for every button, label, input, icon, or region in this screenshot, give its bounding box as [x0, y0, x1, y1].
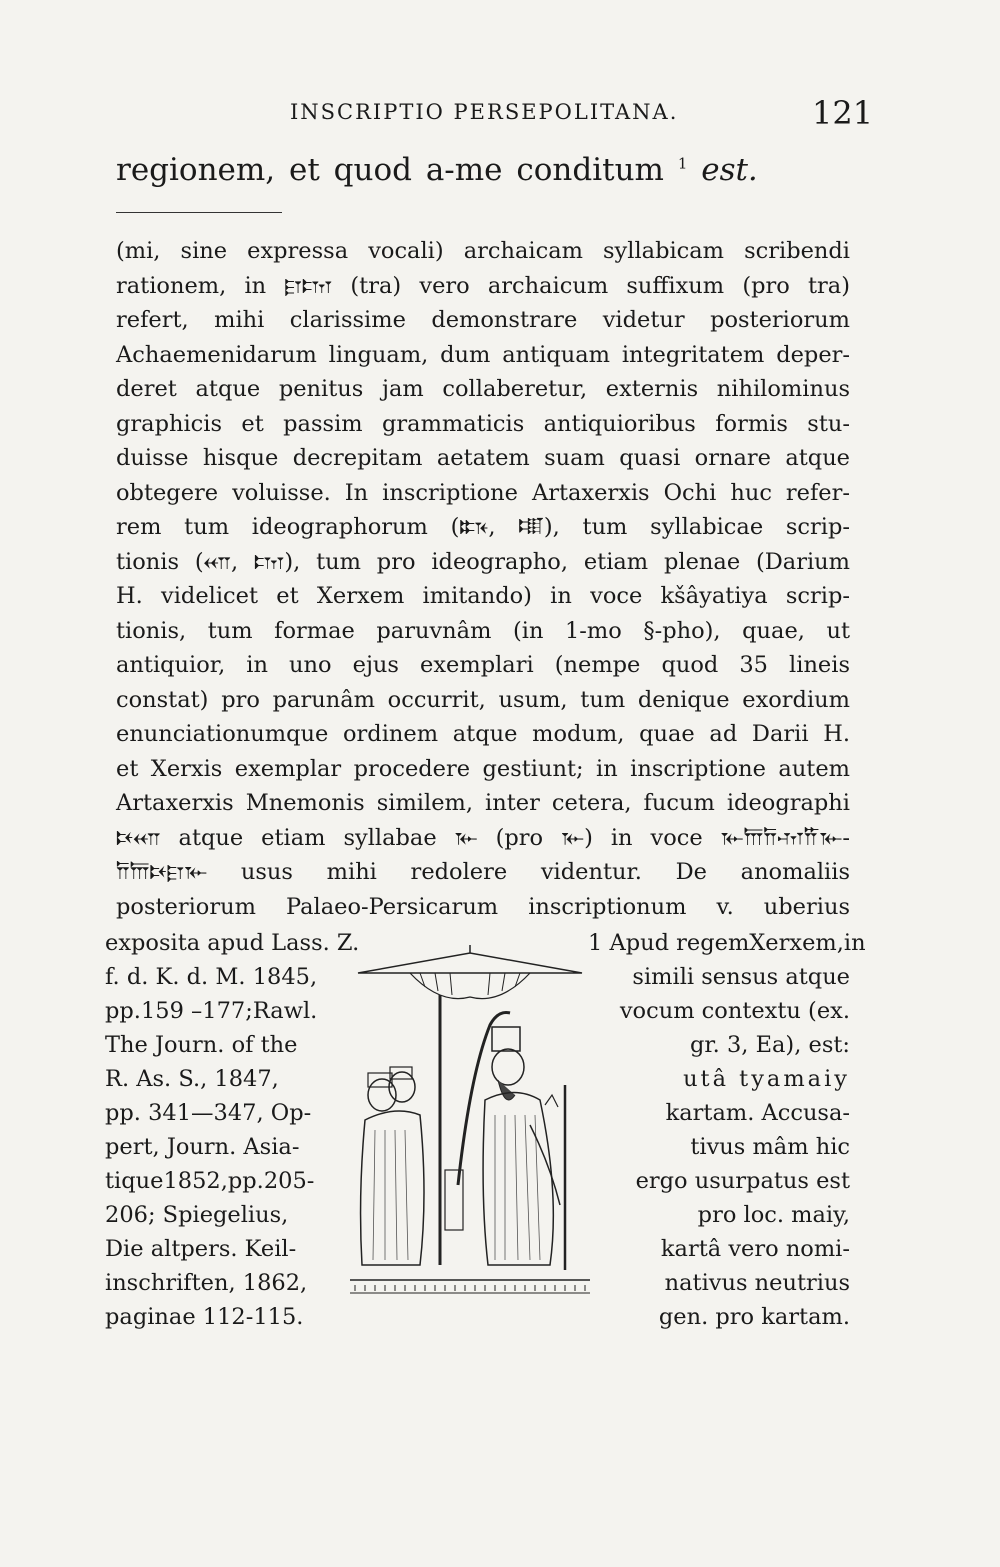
right-line: ergo usurpatus est: [635, 1168, 850, 1194]
left-line: 206; Spiegelius,: [105, 1202, 289, 1228]
left-line: exposita apud Lass. Z.: [105, 930, 360, 956]
right-line: gen. pro kartam.: [658, 1304, 850, 1330]
left-line: tique1852,pp.205-: [105, 1168, 315, 1194]
body-line: enunciationumque ordinem atque modum, quae ad Darii H.: [116, 721, 850, 747]
footnote-mark: 1: [677, 154, 688, 173]
left-line: f. d. K. d. M. 1845,: [105, 964, 318, 990]
left-line: inschriften, 1862,: [105, 1270, 308, 1296]
left-line: paginae 112-115.: [105, 1304, 304, 1330]
footnote-rule: [116, 212, 282, 213]
right-line: vocum contextu (ex.: [619, 998, 850, 1024]
body-line: deret atque penitus jam collaberetur, externis nihilominus: [116, 376, 850, 402]
opening-italic: est.: [701, 152, 758, 188]
body-line: tionis, tum formae paruvnâm (in 1-mo §-pho), quae, ut: [116, 617, 850, 644]
right-line: utâ tyamaiy: [683, 1066, 850, 1092]
right-line: 1 Apud regemXerxem,in: [588, 930, 866, 956]
right-column-footnote: [588, 926, 866, 1334]
left-line: The Journ. of the: [105, 1032, 298, 1058]
body-line: posteriorum Palaeo-Persicarum inscriptionum v. uberius: [116, 893, 850, 920]
right-line: kartam. Accusa-: [665, 1100, 850, 1126]
left-line: pp.159 –177;Rawl.: [105, 998, 318, 1024]
left-line: Die altpers. Keil-: [105, 1236, 297, 1262]
left-column-text: [105, 926, 360, 1334]
left-line: pp. 341—347, Op-: [105, 1100, 312, 1126]
body-line: (mi, sine expressa vocali) archaicam syllabicam scribendi: [116, 238, 850, 264]
body-line: graphicis et passim grammaticis antiquioribus formis stu-: [116, 410, 850, 437]
persepolis-relief-illustration: [340, 935, 598, 1335]
body-line: obtegere voluisse. In inscriptione Artaxerxis Ochi huc refer-: [116, 479, 850, 506]
left-line: R. As. S., 1847,: [105, 1066, 279, 1092]
footnote-body: [116, 234, 850, 924]
right-line: tivus mâm hic: [690, 1134, 850, 1160]
right-line: gr. 3, Ea), est:: [689, 1032, 850, 1058]
body-line: constat) pro parunâm occurrit, usum, tum denique exordium: [116, 686, 850, 713]
opening-text: regionem, et quod a-me conditum: [116, 152, 664, 188]
body-line: rem tum ideographorum (𐏈, 𐏉), tum syllabicae scrip-: [116, 514, 850, 540]
body-line: H. videlicet et Xerxem imitando) in voce kšâyatiya scrip-: [116, 583, 850, 609]
body-line: tionis (𐎧, 𐎫), tum pro ideographo, etiam plenae (Darium: [116, 548, 850, 575]
body-line: 𐎴𐎧 atque etiam syllabae 𐎹 (pro 𐎹) in voce 𐎹𐎠𐎭𐎶𐎡𐎹-: [116, 824, 850, 851]
right-line: kartâ vero nomi-: [660, 1236, 850, 1262]
right-line: nativus neutrius: [664, 1270, 850, 1296]
body-line: 𐎭𐎠𐎴𐎼𐎹 usus mihi redolere videntur. De anomaliis: [116, 859, 850, 885]
left-line: pert, Journ. Asia-: [105, 1134, 300, 1160]
right-line: pro loc. maiy,: [697, 1202, 850, 1228]
opening-line: [116, 152, 758, 188]
attendant-figures-icon: [361, 1067, 463, 1265]
king-figure-icon: [483, 1027, 565, 1270]
running-title: INSCRIPTIO PERSEPOLITANA.: [290, 100, 679, 124]
body-line: refert, mihi clarissime demonstrare videtur posteriorum: [116, 307, 850, 333]
body-line: Achaemenidarum linguam, dum antiquam integritatem deper-: [116, 341, 850, 368]
body-line: Artaxerxis Mnemonis similem, inter cetera, fucum ideographi: [116, 790, 850, 816]
body-line: antiquior, in uno ejus exemplari (nempe quod 35 lineis: [116, 652, 850, 678]
body-line: duisse hisque decrepitam aetatem suam quasi ornare atque: [116, 445, 850, 471]
body-line: et Xerxis exemplar procedere gestiunt; in inscriptione autem: [116, 755, 850, 782]
body-line: rationem, in 𐎼𐎫 (tra) vero archaicum suffixum (pro tra): [116, 272, 850, 299]
parasol-canopy-icon: [358, 953, 582, 973]
right-line: simili sensus atque: [632, 964, 850, 990]
page-number: 121: [812, 94, 874, 132]
